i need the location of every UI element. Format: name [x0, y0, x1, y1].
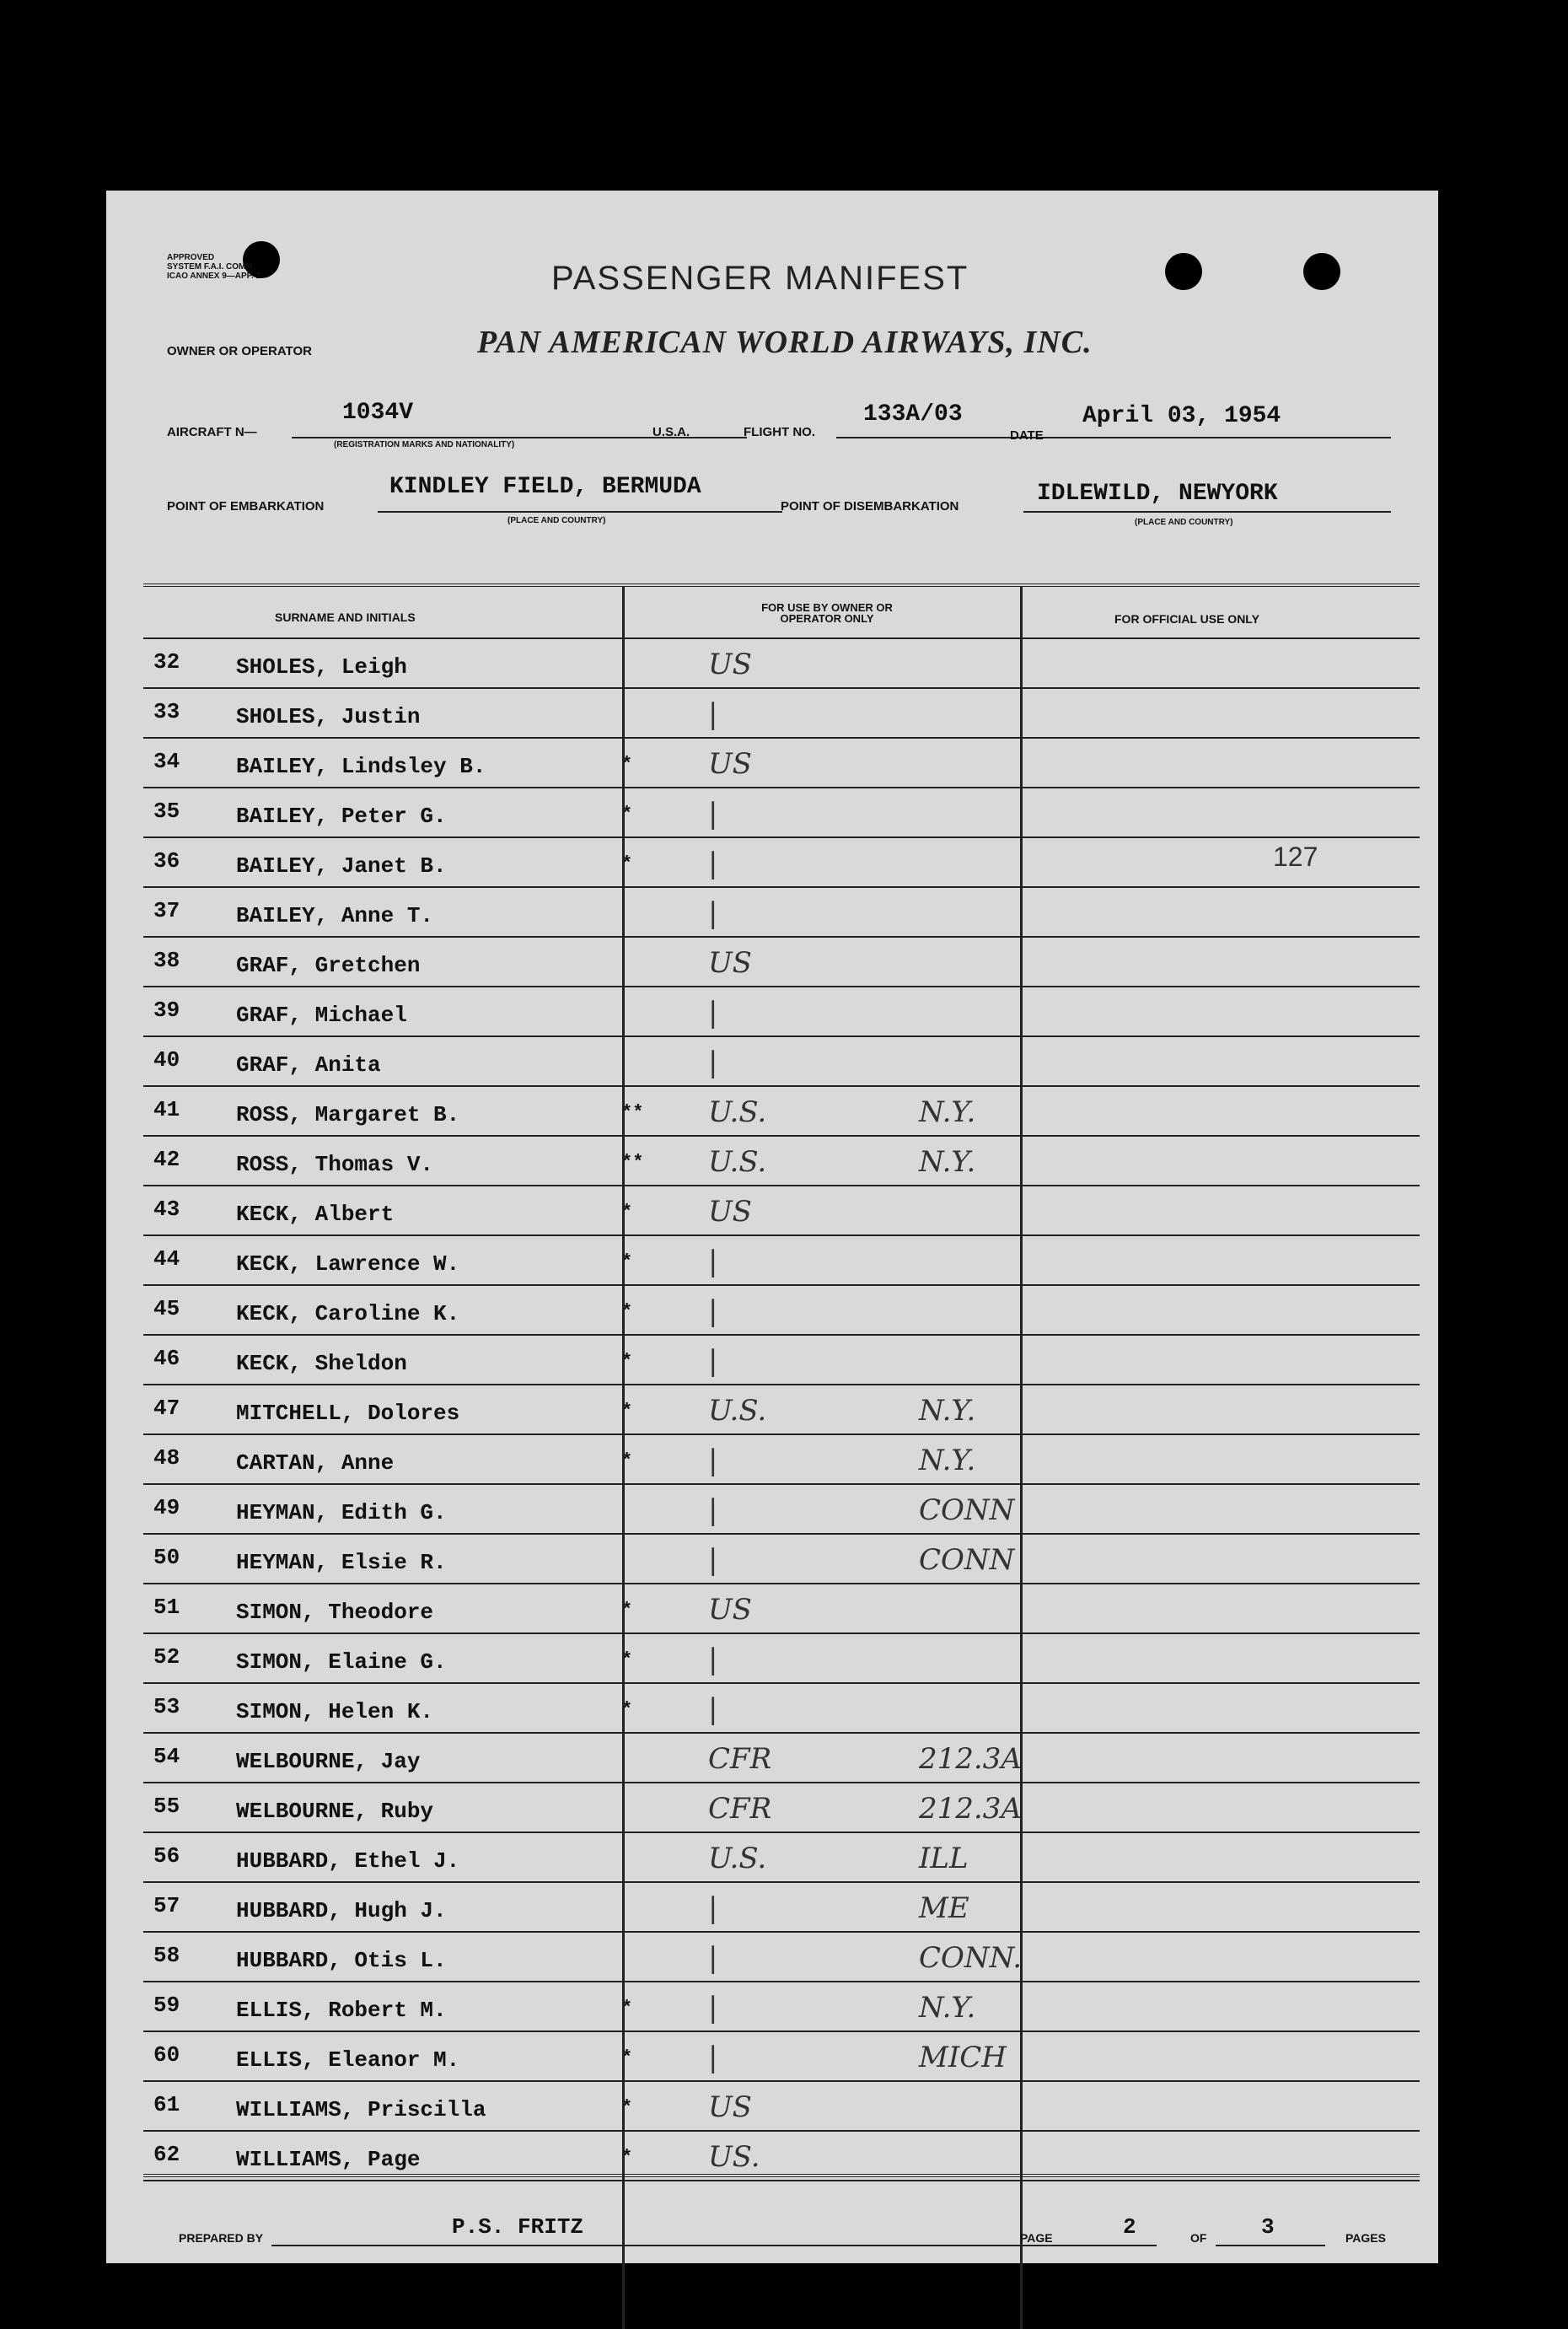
punch-hole — [1165, 253, 1202, 290]
page-total: 3 — [1261, 2214, 1275, 2240]
passenger-name: MITCHELL, Dolores — [236, 1401, 460, 1426]
residence-note: N.Y. — [919, 1145, 976, 1179]
passenger-name: ROSS, Thomas V. — [236, 1152, 434, 1177]
row-number: 44 — [153, 1246, 180, 1272]
table-row — [143, 986, 1420, 1037]
usa-label: U.S.A. — [652, 425, 690, 439]
row-number: 39 — [153, 998, 180, 1023]
page-number: 2 — [1123, 2214, 1136, 2240]
passenger-name: HUBBARD, Hugh J. — [236, 1898, 447, 1923]
official-note: 127 — [1273, 842, 1318, 872]
table-bottom-rule — [143, 2174, 1420, 2177]
approval-line: APPROVED — [167, 253, 215, 262]
disembark-value: IDLEWILD, NEWYORK — [1037, 481, 1278, 507]
table-row — [143, 1831, 1420, 1883]
passenger-name: WILLIAMS, Page — [236, 2147, 421, 2172]
nationality-note: US — [708, 1593, 752, 1627]
table-row — [143, 1632, 1420, 1684]
passenger-name: BAILEY, Anne T. — [236, 903, 434, 928]
place-caption: (PLACE AND COUNTRY) — [1135, 518, 1233, 527]
residence-note: 212.3A — [919, 1792, 1022, 1826]
table-row — [143, 787, 1420, 838]
residence-note: N.Y. — [919, 1444, 976, 1477]
col-header-owner-use: FOR USE BY OWNER OR OPERATOR ONLY — [761, 601, 893, 625]
table-row — [143, 1682, 1420, 1734]
passenger-name: BAILEY, Peter G. — [236, 804, 447, 829]
row-number: 56 — [153, 1843, 180, 1869]
nationality-note: U.S. — [708, 1394, 767, 1428]
annotation-mark: * — [621, 1301, 633, 1322]
row-number: 51 — [153, 1595, 180, 1620]
nationality-note: | — [708, 1643, 718, 1676]
row-number: 62 — [153, 2142, 180, 2167]
approval-line: ICAO ANNEX 9—APP. 2 — [167, 272, 261, 281]
residence-note: 212.3A — [919, 1742, 1022, 1776]
table-row — [143, 1782, 1420, 1833]
table-row — [143, 687, 1420, 739]
annotation-mark: * — [621, 1998, 633, 2019]
nationality-note: | — [708, 1692, 718, 1726]
row-number: 34 — [153, 749, 180, 774]
page-label: PAGE — [1020, 2231, 1053, 2245]
nationality-note: | — [708, 1991, 718, 2025]
prepared-underline — [271, 2245, 1157, 2246]
annotation-mark: * — [621, 1202, 633, 1223]
col-header-surname: SURNAME AND INITIALS — [275, 610, 416, 624]
passenger-name: SIMON, Helen K. — [236, 1699, 434, 1724]
row-number: 38 — [153, 948, 180, 973]
row-number: 50 — [153, 1545, 180, 1570]
embark-underline — [378, 511, 782, 513]
owner-label: OWNER OR OPERATOR — [167, 344, 312, 358]
passenger-name: WELBOURNE, Jay — [236, 1749, 421, 1774]
passenger-name: HEYMAN, Edith G. — [236, 1500, 447, 1525]
passenger-name: BAILEY, Janet B. — [236, 853, 447, 879]
annotation-mark: * — [621, 1649, 633, 1670]
nationality-note: US — [708, 1195, 752, 1229]
annotation-mark: * — [621, 853, 633, 874]
residence-note: CONN — [919, 1493, 1015, 1527]
nationality-note: | — [708, 1245, 718, 1278]
row-number: 36 — [153, 848, 180, 874]
table-row — [143, 1881, 1420, 1933]
passenger-name: KECK, Albert — [236, 1202, 395, 1227]
registration-caption: (REGISTRATION MARKS AND NATIONALITY) — [334, 440, 515, 449]
table-row — [143, 1981, 1420, 2032]
owner-name: PAN AMERICAN WORLD AIRWAYS, INC. — [477, 325, 1093, 360]
punch-hole — [1303, 253, 1340, 290]
passenger-name: HUBBARD, Otis L. — [236, 1948, 447, 1973]
flight-number: 133A/03 — [863, 401, 963, 428]
passenger-name: GRAF, Anita — [236, 1052, 381, 1078]
form-title: PASSENGER MANIFEST — [551, 260, 969, 297]
table-row — [143, 1085, 1420, 1137]
table-row — [143, 936, 1420, 987]
residence-note: CONN. — [919, 1941, 1023, 1975]
row-number: 47 — [153, 1396, 180, 1421]
table-row — [143, 1035, 1420, 1087]
pages-underline — [1216, 2245, 1325, 2246]
nationality-note: CFR — [708, 1742, 772, 1776]
prepared-by: P.S. FRITZ — [452, 2214, 584, 2240]
table-row — [143, 1533, 1420, 1584]
nationality-note: U.S. — [708, 1145, 767, 1179]
table-row — [143, 1583, 1420, 1634]
residence-note: N.Y. — [919, 1991, 976, 2025]
table-row — [143, 836, 1420, 888]
table-row — [143, 1384, 1420, 1435]
passenger-name: HUBBARD, Ethel J. — [236, 1848, 460, 1874]
nationality-note: US — [708, 2090, 752, 2124]
nationality-note: US. — [708, 2140, 760, 2174]
annotation-mark: * — [621, 1450, 633, 1471]
passenger-name: KECK, Caroline K. — [236, 1301, 460, 1326]
row-number: 40 — [153, 1047, 180, 1073]
passenger-name: WILLIAMS, Priscilla — [236, 2097, 486, 2122]
row-number: 33 — [153, 699, 180, 724]
table-row — [143, 886, 1420, 938]
row-number: 54 — [153, 1744, 180, 1769]
nationality-note: | — [708, 1444, 718, 1477]
nationality-note: | — [708, 1941, 718, 1975]
approval-line: SYSTEM F.A.I. COMM. — [167, 262, 255, 272]
place-caption: (PLACE AND COUNTRY) — [507, 516, 606, 525]
row-number: 49 — [153, 1495, 180, 1520]
table-row — [143, 1433, 1420, 1485]
residence-note: MICH — [919, 2041, 1007, 2074]
passenger-name: SHOLES, Leigh — [236, 654, 407, 680]
disembark-label: POINT OF DISEMBARKATION — [781, 499, 959, 514]
table-row — [143, 1135, 1420, 1186]
row-number: 57 — [153, 1893, 180, 1918]
nationality-note: | — [708, 1493, 718, 1527]
row-number: 58 — [153, 1943, 180, 1968]
date-underline — [1059, 437, 1391, 438]
row-number: 32 — [153, 649, 180, 675]
date-label: DATE — [1010, 428, 1044, 443]
row-number: 35 — [153, 799, 180, 824]
nationality-note: US — [708, 946, 752, 980]
nationality-note: | — [708, 1543, 718, 1577]
row-number: 37 — [153, 898, 180, 923]
passenger-name: KECK, Sheldon — [236, 1351, 407, 1376]
passenger-name: GRAF, Michael — [236, 1003, 407, 1028]
passenger-name: ELLIS, Eleanor M. — [236, 2047, 460, 2073]
table-row — [143, 1732, 1420, 1783]
nationality-note: | — [708, 1891, 718, 1925]
annotation-mark: * — [621, 1699, 633, 1720]
table-top-rule — [143, 584, 1420, 587]
passenger-name: BAILEY, Lindsley B. — [236, 754, 486, 779]
nationality-note: | — [708, 996, 718, 1030]
table-row — [143, 1234, 1420, 1286]
nationality-note: US — [708, 648, 752, 681]
row-number: 60 — [153, 2042, 180, 2068]
passenger-name: ROSS, Margaret B. — [236, 1102, 460, 1127]
of-label: OF — [1190, 2231, 1207, 2245]
manifest-sheet — [106, 191, 1438, 2263]
table-row — [143, 1931, 1420, 1982]
row-number: 61 — [153, 2092, 180, 2117]
residence-note: ME — [919, 1891, 969, 1925]
annotation-mark: * — [621, 2147, 633, 2168]
annotation-mark: * — [621, 2047, 633, 2068]
residence-note: N.Y. — [919, 1095, 976, 1129]
passenger-name: SIMON, Elaine G. — [236, 1649, 447, 1675]
row-number: 59 — [153, 1993, 180, 2018]
annotation-mark: * — [621, 2097, 633, 2118]
nationality-note: | — [708, 896, 718, 930]
annotation-mark: * — [621, 1600, 633, 1621]
nationality-note: | — [708, 2041, 718, 2074]
residence-note: CONN — [919, 1543, 1015, 1577]
aircraft-number: 1034V — [342, 400, 414, 426]
nationality-note: U.S. — [708, 1842, 767, 1875]
aircraft-label: AIRCRAFT N— — [167, 425, 257, 439]
embark-value: KINDLEY FIELD, BERMUDA — [389, 474, 701, 500]
passenger-name: GRAF, Gretchen — [236, 953, 421, 978]
row-number: 45 — [153, 1296, 180, 1321]
row-number: 43 — [153, 1197, 180, 1222]
nationality-note: CFR — [708, 1792, 772, 1826]
table-row — [143, 2080, 1420, 2132]
table-row — [143, 1185, 1420, 1236]
pages-label: PAGES — [1345, 2231, 1386, 2245]
annotation-mark: * — [621, 1401, 633, 1422]
row-number: 42 — [153, 1147, 180, 1172]
table-row — [143, 2030, 1420, 2082]
nationality-note: US — [708, 747, 752, 781]
row-number: 41 — [153, 1097, 180, 1122]
col-header-official: FOR OFFICIAL USE ONLY — [1114, 612, 1259, 626]
annotation-mark: ** — [621, 1102, 644, 1123]
nationality-note: U.S. — [708, 1095, 767, 1129]
passenger-name: HEYMAN, Elsie R. — [236, 1550, 447, 1575]
table-row — [143, 637, 1420, 689]
passenger-name: ELLIS, Robert M. — [236, 1998, 447, 2023]
approval-stamp — [167, 253, 260, 281]
nationality-note: | — [708, 797, 718, 831]
table-row — [143, 737, 1420, 788]
prepared-label: PREPARED BY — [179, 2231, 264, 2245]
nationality-note: | — [708, 697, 718, 731]
annotation-mark: ** — [621, 1152, 644, 1173]
passenger-name: SIMON, Theodore — [236, 1600, 434, 1625]
nationality-note: | — [708, 1046, 718, 1079]
passenger-name: WELBOURNE, Ruby — [236, 1799, 434, 1824]
row-number: 53 — [153, 1694, 180, 1719]
nationality-note: | — [708, 847, 718, 880]
passenger-name: CARTAN, Anne — [236, 1450, 395, 1476]
table-row — [143, 1284, 1420, 1336]
annotation-mark: * — [621, 1351, 633, 1372]
row-number: 48 — [153, 1445, 180, 1471]
annotation-mark: * — [621, 754, 633, 775]
nationality-note: | — [708, 1294, 718, 1328]
residence-note: N.Y. — [919, 1394, 976, 1428]
annotation-mark: * — [621, 1251, 633, 1272]
passenger-name: SHOLES, Justin — [236, 704, 421, 729]
row-number: 52 — [153, 1644, 180, 1670]
row-number: 46 — [153, 1346, 180, 1371]
annotation-mark: * — [621, 804, 633, 825]
residence-note: ILL — [919, 1842, 969, 1875]
flight-label: FLIGHT NO. — [744, 425, 815, 439]
embark-label: POINT OF EMBARKATION — [167, 499, 325, 514]
table-row — [143, 1483, 1420, 1535]
nationality-note: | — [708, 1344, 718, 1378]
passenger-name: KECK, Lawrence W. — [236, 1251, 460, 1277]
table-row — [143, 1334, 1420, 1385]
disembark-underline — [1023, 511, 1391, 513]
row-number: 55 — [153, 1794, 180, 1819]
date-value: April 03, 1954 — [1082, 403, 1281, 429]
